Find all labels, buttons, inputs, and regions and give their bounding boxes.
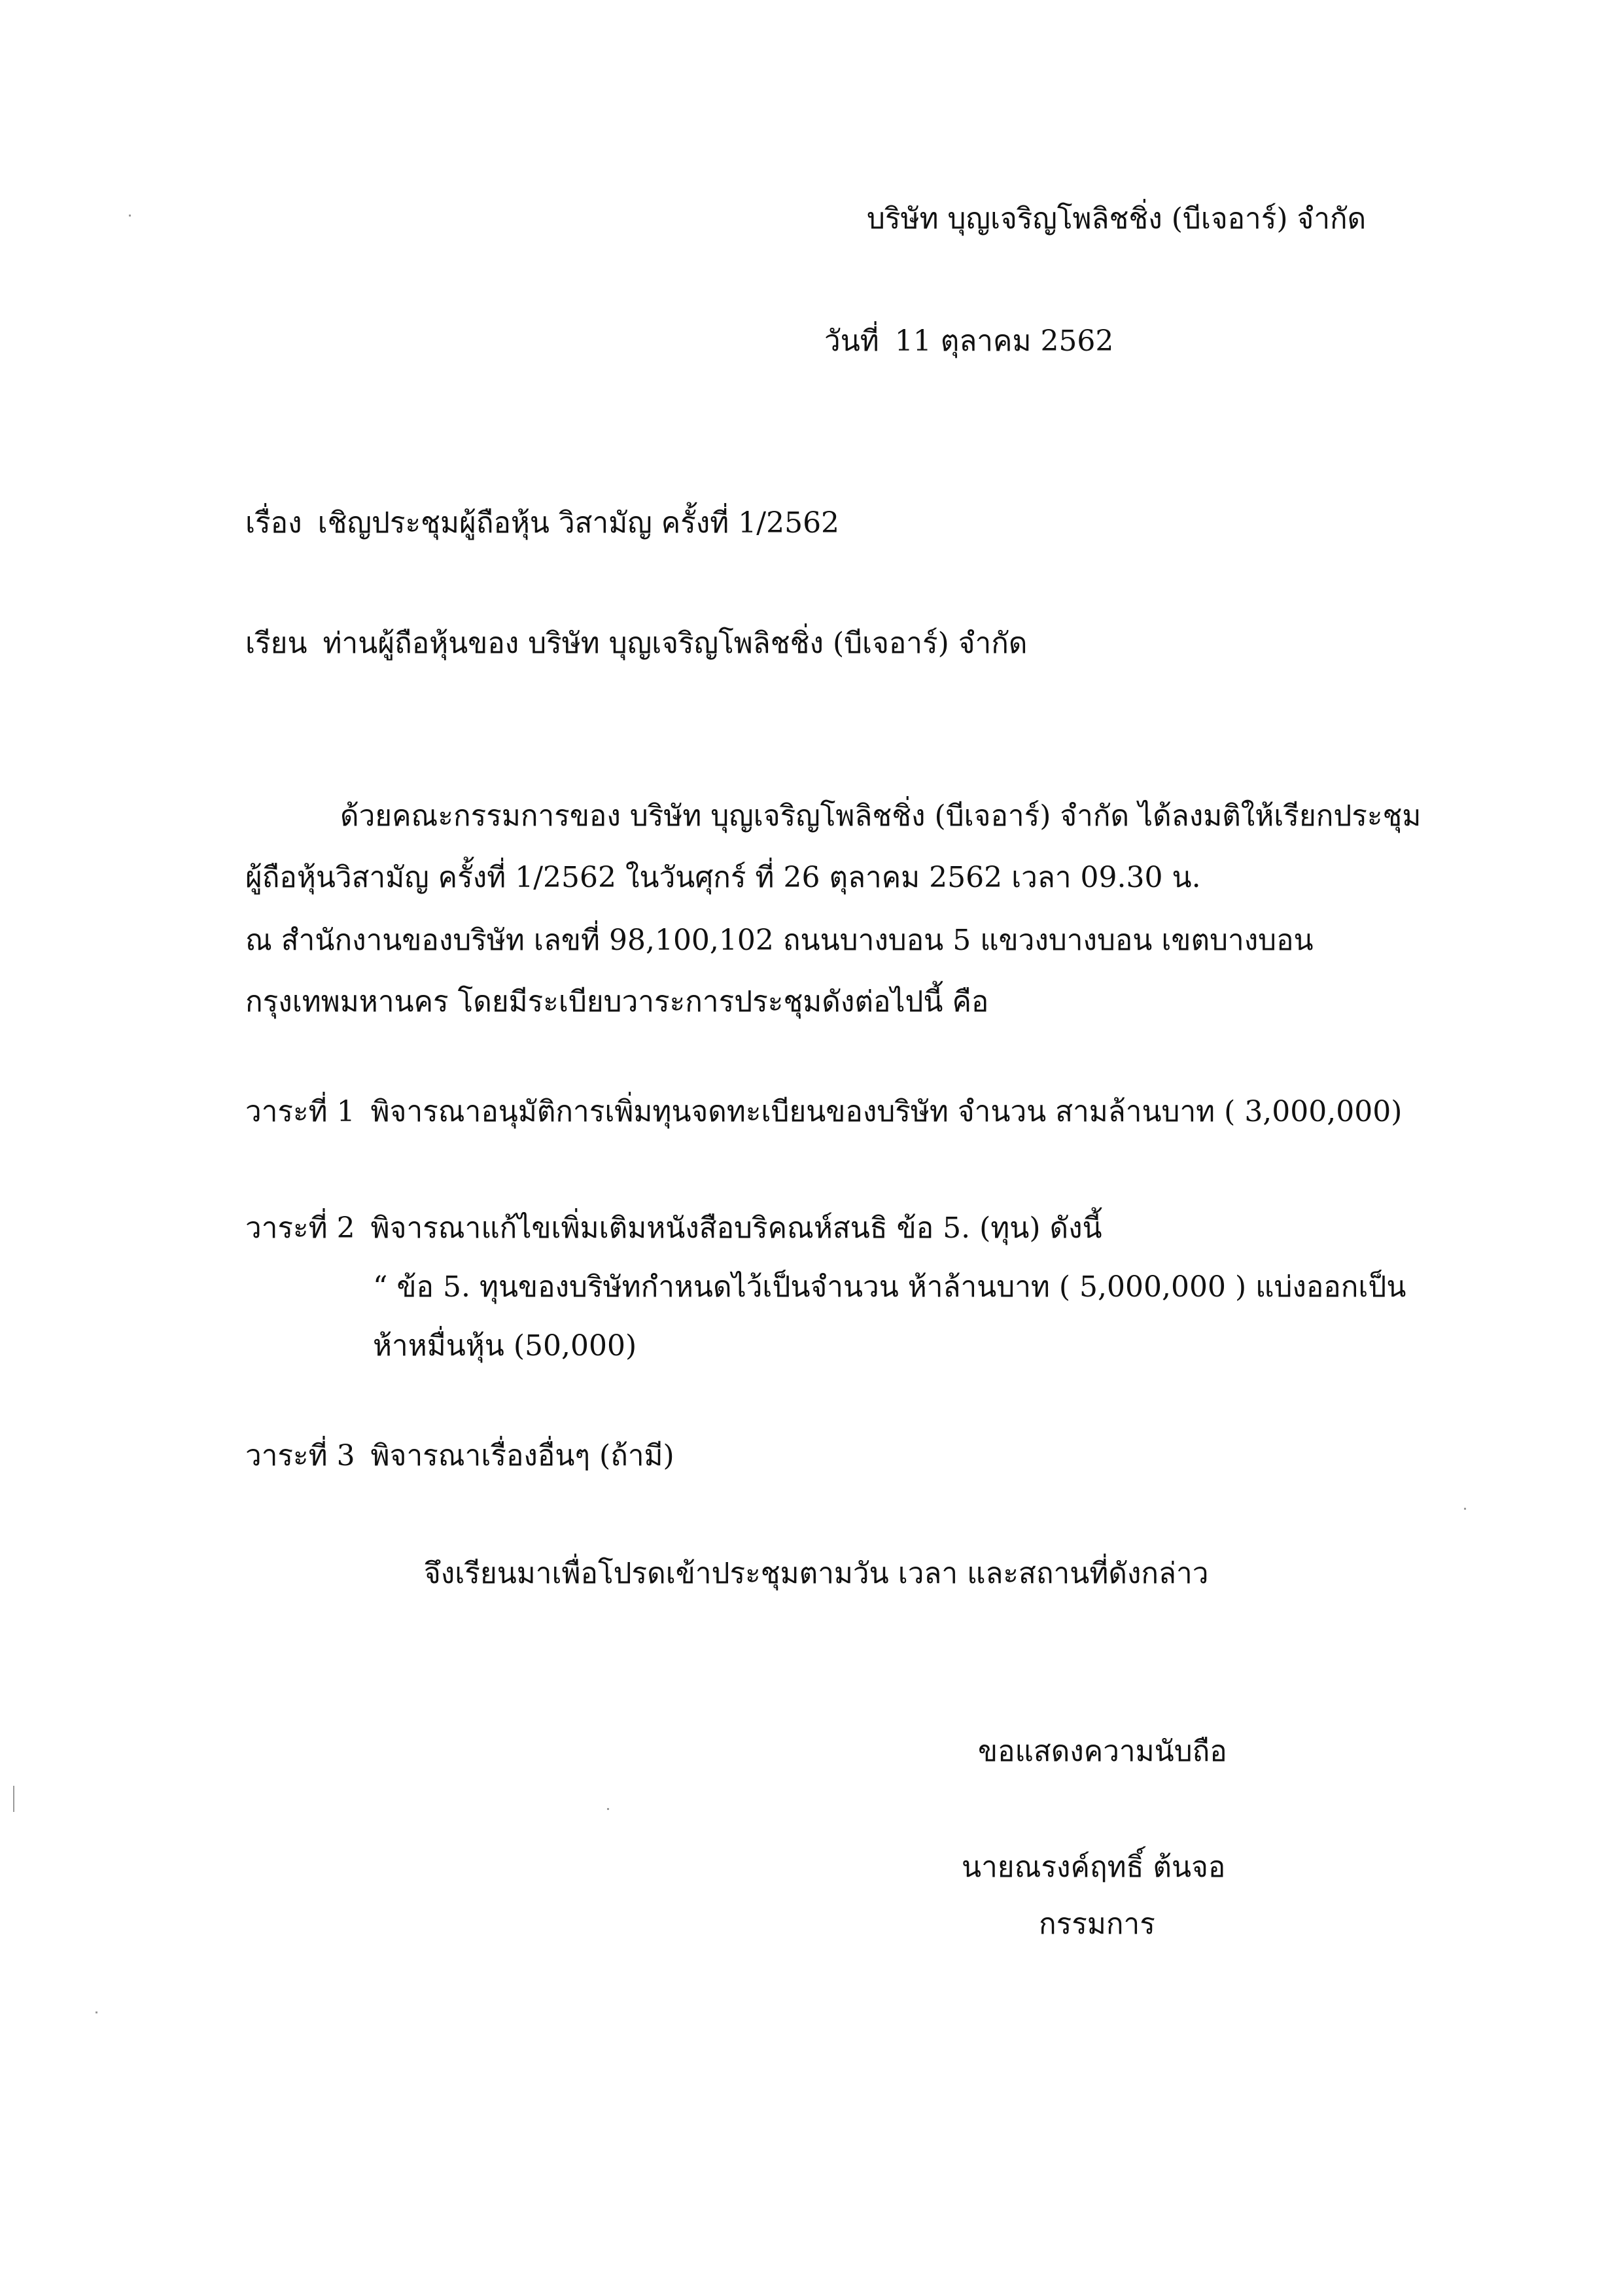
agenda-item-2 <box>245 1209 1102 1248</box>
body-line: ผู้ถือหุ้นวิสามัญ ครั้งที่ 1/2562 ในวันศุกร์ ที่ 26 ตุลาคม 2562 เวลา 09.30 น. <box>245 861 1201 894</box>
scan-speck <box>129 215 131 217</box>
agenda-item-3 <box>245 1436 674 1476</box>
agenda-text: พิจารณาเรื่องอื่นๆ (ถ้ามี) <box>370 1439 674 1472</box>
agenda-label: วาระที่ 1 <box>245 1095 355 1128</box>
body-line: ณ สำนักงานของบริษัท เลขที่ 98,100,102 ถนนบางบอน 5 แขวงบางบอน เขตบางบอน <box>245 924 1314 957</box>
salutation: ขอแสดงความนับถือ <box>978 1735 1227 1768</box>
closing-statement: จึงเรียนมาเพื่อโปรดเข้าประชุมตามวัน เวลา และสถานที่ดังกล่าว <box>424 1557 1209 1590</box>
date-value: 11 ตุลาคม 2562 <box>894 324 1114 358</box>
agenda-item-1 <box>245 1092 1402 1132</box>
scan-speck <box>607 1808 609 1810</box>
signer-title: กรรมการ <box>1039 1907 1155 1941</box>
recipient-label: เรียน <box>245 627 307 660</box>
agenda-continuation: “ ข้อ 5. ทุนของบริษัทกำหนดไว้เป็นจำนวน ห้าล้านบาท ( 5,000,000 ) แบ่งออกเป็น <box>373 1270 1406 1304</box>
scan-speck <box>96 2011 97 2013</box>
agenda-text: พิจารณาแก้ไขเพิ่มเติมหนังสือบริคณห์สนธิ ข้อ 5. (ทุน) ดังนี้ <box>370 1211 1102 1245</box>
date-label: วันที่ <box>824 324 879 358</box>
scan-speck <box>1464 1508 1466 1510</box>
date-line <box>824 322 1113 361</box>
body-line: ด้วยคณะกรรมการของ บริษัท บุญเจริญโพลิชชิ่ง (บีเจอาร์) จำกัด ได้ลงมติให้เรียกประชุม <box>340 799 1422 833</box>
subject-text: เชิญประชุมผู้ถือหุ้น วิสามัญ ครั้งที่ 1/2562 <box>317 506 840 540</box>
body-line: กรุงเทพมหานคร โดยมีระเบียบวาระการประชุมดังต่อไปนี้ คือ <box>245 985 989 1018</box>
subject-line <box>245 504 839 543</box>
scan-speck <box>13 1786 14 1812</box>
recipient-text: ท่านผู้ถือหุ้นของ บริษัท บุญเจริญโพลิชชิ่ง (บีเจอาร์) จำกัด <box>323 627 1028 660</box>
signer-name: นายณรงค์ฤทธิ์ ต้นจอ <box>962 1851 1226 1884</box>
agenda-text: พิจารณาอนุมัติการเพิ่มทุนจดทะเบียนของบริษัท จำนวน สามล้านบาท ( 3,000,000) <box>370 1095 1403 1128</box>
agenda-label: วาระที่ 3 <box>245 1439 355 1472</box>
company-header: บริษัท บุญเจริญโพลิชชิ่ง (บีเจอาร์) จำกัด <box>867 202 1367 235</box>
recipient-line <box>245 624 1027 663</box>
agenda-label: วาระที่ 2 <box>245 1211 355 1245</box>
subject-label: เรื่อง <box>245 506 302 540</box>
agenda-continuation: ห้าหมื่นหุ้น (50,000) <box>373 1329 637 1363</box>
